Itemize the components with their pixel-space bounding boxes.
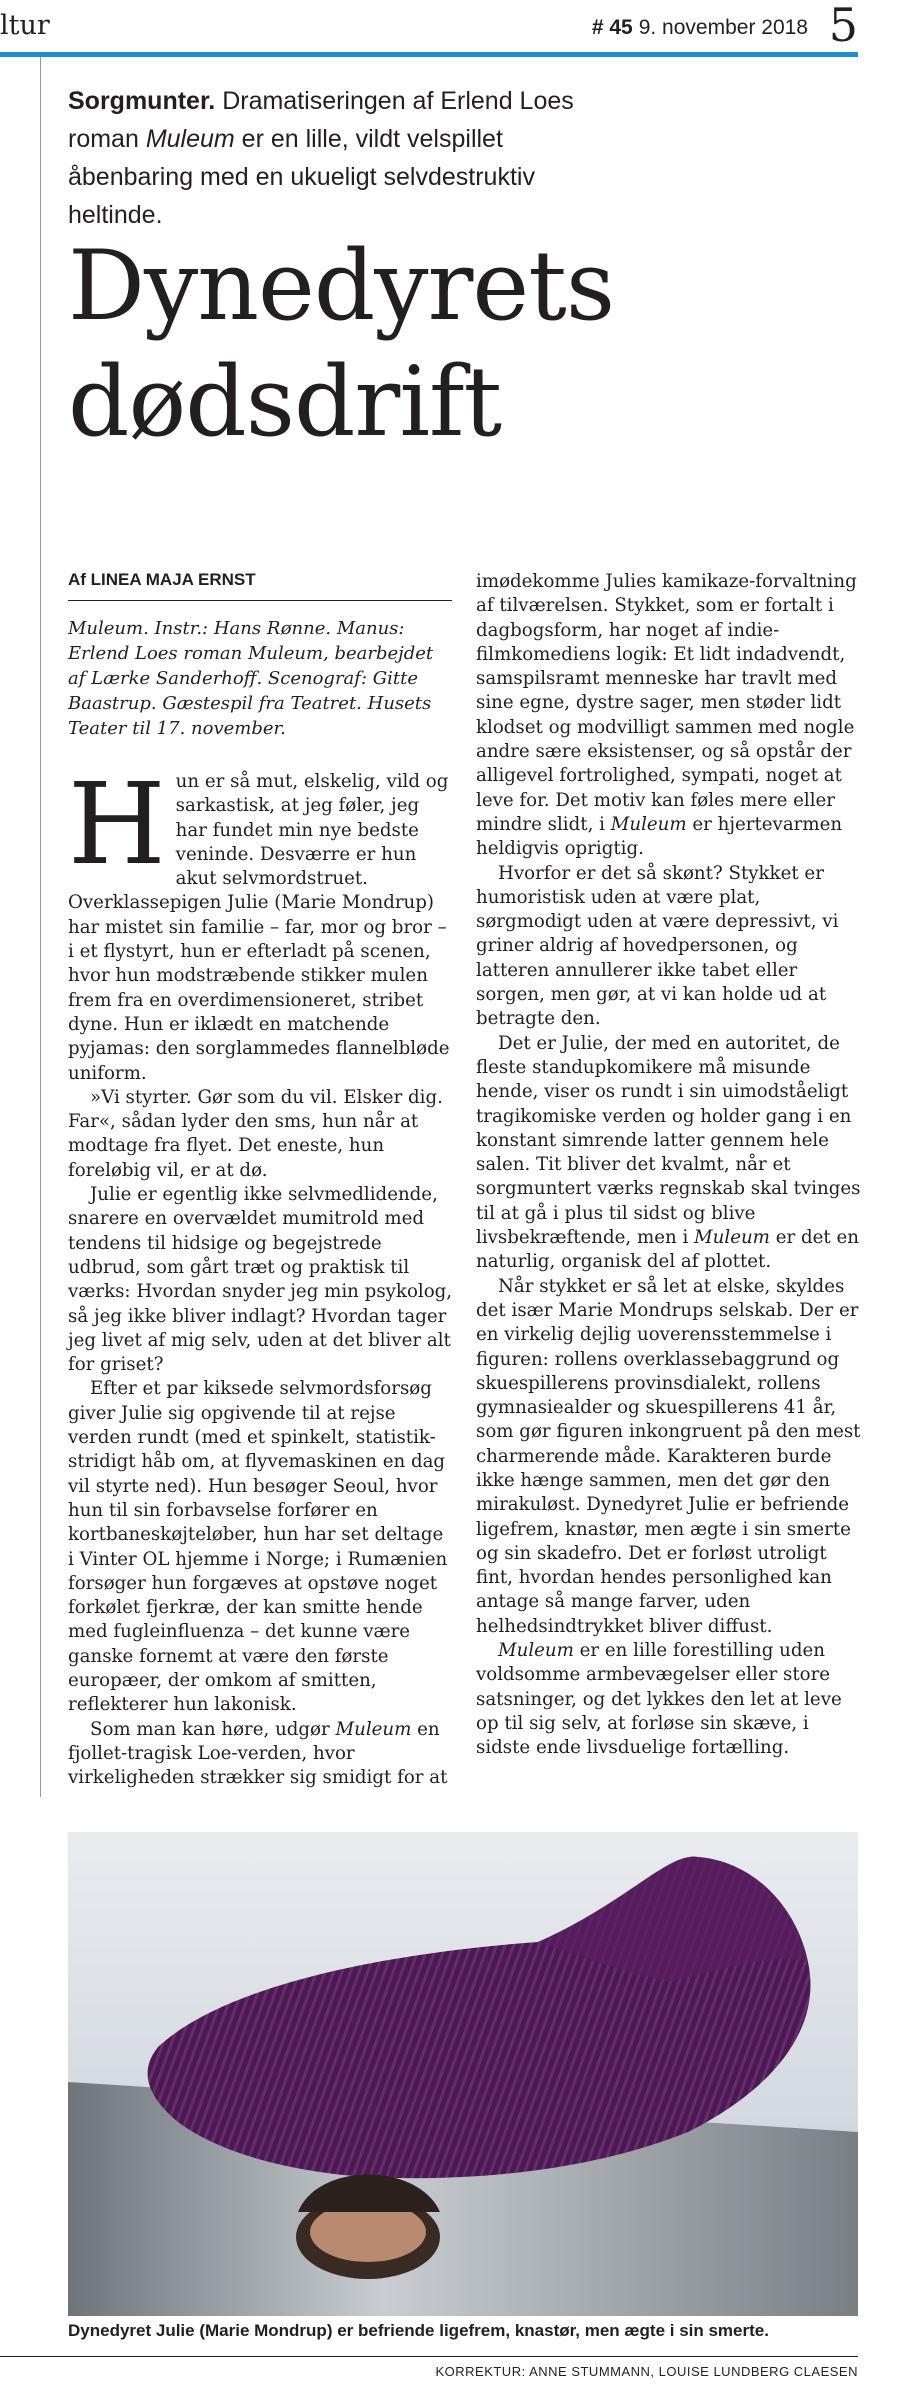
- paragraph-4: Efter et par kiksede selvmordsforsøg giver Julie sig opgivende til at rejse verden rundt (med et spinkelt, statistik-stridigt håb om, at flyvemaskinen en dag vil styrte ned). Hun besøger Seoul, hvor hun til sin forbavselse forfører en kortbaneskøjteløber, hun har set deltage i Vinter OL hjemme i Norge; i Rumænien forsøger hun forgæves at opstøve noget forkølet fjerkræ, der kan smitte hende med fugleinfluenza – det kunne være ganske fornemt at være den første europæer, der omkom af smitten, reflekterer hun lakonisk.: [68, 1378, 448, 1716]
- paragraph-10-text: er en lille forestilling uden voldsomme armbevægelser eller store satsninger, og det lykkes den let at leve op til sig selv, at forløse sin skæve, i sidste ende livsduelige fortælling.: [476, 1640, 842, 1759]
- lead-paragraph: [68, 82, 628, 234]
- paragraph-5-title: Muleum: [335, 1718, 412, 1740]
- page-number: 5: [828, 0, 858, 52]
- column-divider-line: [40, 57, 41, 1797]
- paragraph-5-text-b: en fjollet-tragisk Loe-verden, hvor virkeligheden strækker sig smidigt for at: [68, 1718, 448, 1789]
- production-credits: Muleum. Instr.: Hans Rønne. Manus: Erlend Loes roman Muleum, bearbejdet af Lærke Sanderhoff. Scenograf: Gitte Baastrup. Gæstespil fra Teatret. Husets Teater til 17. november.: [68, 618, 434, 739]
- headline-line-2: dødsdrift: [68, 346, 502, 458]
- paragraph-6-title: Muleum: [610, 813, 687, 835]
- paragraph-10-title: Muleum: [498, 1640, 574, 1662]
- drop-cap: H: [68, 760, 166, 890]
- lead-title: Muleum: [145, 125, 235, 153]
- paragraph-6: [476, 570, 861, 862]
- paragraph-1-text: un er så mut, elskelig, vild og sarkastisk, at jeg føler, jeg har fundet min nye bedste veninde. Desværre er hun akut selvmordstruet. Overklassepigen Julie (Marie Mondrup) har mistet sin familie – far, mor og bror – i et flystyrt, hun er efterladt på scenen, hvor hun modstræbende stikker mulen frem fra en overdimensioneret, stribet dyne. Hun er iklædt en matchende pyjamas: den sorglammedes flannelbløde uniform.: [68, 771, 450, 1084]
- paragraph-5: [68, 1718, 453, 1791]
- headline-line-1: Dynedyrets: [68, 230, 615, 342]
- article-photo: [68, 1832, 858, 2316]
- paragraph-10: [476, 1639, 861, 1760]
- article-column-2: [476, 570, 861, 1761]
- proofreading-credits: KORREKTUR: ANNE STUMMANN, LOUISE LUNDBERG CLAESEN: [435, 2364, 858, 2379]
- issue-info: [592, 16, 808, 40]
- lead-kicker: Sorgmunter.: [68, 87, 216, 115]
- issue-number: # 45: [591, 16, 633, 39]
- paragraph-6-text-b: er hjertevarmen heldigvis oprigtig.: [476, 813, 843, 860]
- paragraph-8-text-a: Det er Julie, der med en autoritet, de fleste standupkomikere må misunde hende, viser os rundt i sin uimodståeligt tragikomiske verden og holder gang i en konstant simrende latter gennem hele salen. Tit bliver det kvalmt, når et sorgmuntert værks regnskab skal tvinges til at gå i plus til sidst og blive livsbekræftende, men i: [476, 1032, 861, 1249]
- paragraph-8-title: Muleum: [694, 1227, 770, 1249]
- stage-photo-illustration: [68, 1832, 858, 2316]
- paragraph-6-text-a: imødekomme Julies kamikaze-forvaltning af tilværelsen. Stykket, som er fortalt i dagbogsform, har noget af indie-filmkomediens logik: Et lidt indadvendt, samspilsramt menneske har travlt med sine egne, dystre sager, men støder lidt klodset og modvilligt sammen med nogle andre sære eksistenser, og så opstår der alligevel fortrolighed, sympati, noget at leve for. Det motiv kan føles mere eller mindre slidt, i: [476, 571, 857, 835]
- lead-text-2: er en lille, vildt velspillet åbenbaring med en ukueligt selvdestruktiv heltinde.: [68, 125, 535, 229]
- lead-text-1: Dramatiseringen af Erlend Loes roman: [68, 87, 574, 153]
- byline-rule: [68, 600, 452, 601]
- footer-rule: [0, 2356, 858, 2357]
- issue-date: 9. november 2018: [638, 16, 808, 39]
- article-column-1: [68, 760, 453, 1790]
- paragraph-2: »Vi styrter. Gør som du vil. Elsker dig. Far«, sådan lyder den sms, hun når at modtage fra flyet. Det eneste, hun foreløbig vil, er at dø.: [68, 1086, 443, 1181]
- paragraph-3: Julie er egentlig ikke selvmedlidende, snarere en overvældet mumitrold med tendens til hidsige og begejstrede udbrud, som gårt træt og praktisk til værks: Hvordan snyder jeg min psykolog, så jeg ikke bliver indlagt? Hvordan tager jeg livet af mig selv, uden at det bliver alt for griset?: [68, 1184, 453, 1376]
- paragraph-8-text-b: er det en naturlig, organisk del af plottet.: [476, 1227, 859, 1273]
- paragraph-1: [68, 760, 453, 1086]
- headline: [68, 228, 828, 460]
- paragraph-5-text-a: Som man kan høre, udgør: [90, 1718, 336, 1740]
- page-header: [0, 0, 900, 54]
- section-name: ltur: [0, 10, 50, 41]
- paragraph-9: Når stykket er så let at elske, skyldes det især Marie Mondrups selskab. Der er en virkelig dejlig uoverensstemmelse i figuren: rollens overklassebaggrund og skuespillerens provinsdialekt, rollens gymnasiealder og skuespillerens 41 år, som gør figuren inkongruent på den mest charmerende måde. Karakteren burde ikke hænge sammen, men det gør den mirakuløst. Dynedyret Julie er befriende ligefrem, knastør, men ægte i sin smerte og sin skadefro. Det er forløst utroligt fint, hvordan hendes personlighed kan antage så mange farver, uden helhedsindtrykket bliver diffust.: [476, 1275, 861, 1637]
- byline: Af LINEA MAJA ERNST: [68, 570, 256, 589]
- paragraph-7: Hvorfor er det så skønt? Stykket er humoristisk uden at være plat, sørgmodigt uden at være depressivt, vi griner aldrig af hovedpersonen, og latteren annullerer ikke tabet eller sorgen, men gør, at vi kan holde ud at betragte den.: [476, 862, 839, 1030]
- photo-caption: Dynedyret Julie (Marie Mondrup) er befriende ligefrem, knastør, men ægte i sin smerte.: [68, 2321, 769, 2340]
- header-accent-rule: [0, 52, 858, 57]
- paragraph-8: [476, 1032, 861, 1275]
